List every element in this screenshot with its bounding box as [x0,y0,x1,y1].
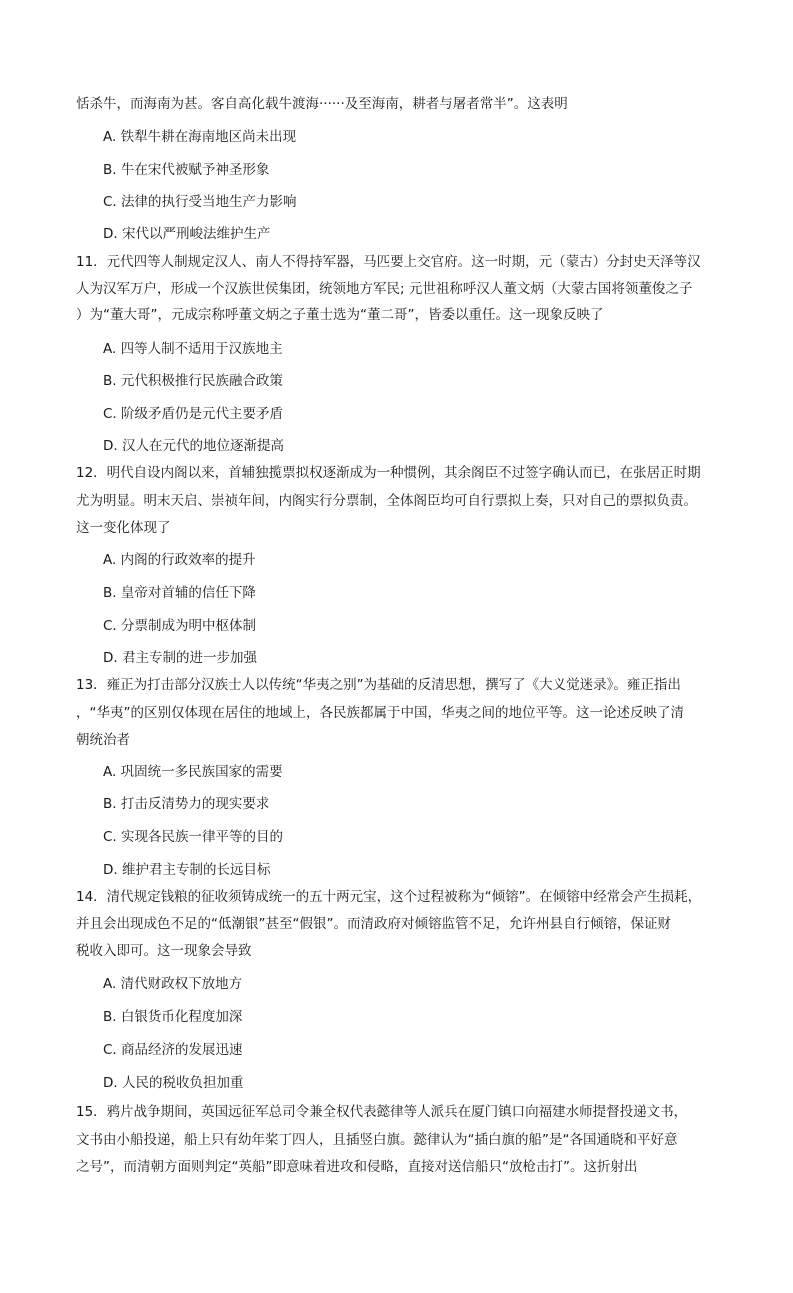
question-14-text-line: 税收入即可。这一现象会导致 [76,943,252,959]
question-12-text-line: 12．明代自设内阁以来，首辅独揽票拟权逐渐成为一种惯例，其余阁臣不过签字确认而已，在张居正时期 [76,465,701,481]
question-14-text-line: 并且会出现成色不足的“低潮银”甚至“假银”。而清政府对倾镕监管不足，允许州县自行倾镕，保证财 [76,916,671,932]
question-13-text-line: 13．雍正为打击部分汉族士人以传统“华夷之别”为基础的反清思想，撰写了《大义觉迷录》。雍正指出 [76,677,681,693]
option-13-d: D. 维护君主专制的长远目标 [103,862,271,878]
question-13-text-line: 朝统治者 [76,732,130,748]
option-13-b: B. 打击反清势力的现实要求 [103,796,270,812]
question-11-text-line: 11．元代四等人制规定汉人、南人不得持军器，马匹要上交官府。这一时期，元（蒙古）分封史天泽等汉 [76,254,701,270]
option-10-c: C. 法律的执行受当地生产力影响 [103,194,297,210]
option-12-b: B. 皇帝对首辅的信任下降 [103,585,256,601]
option-12-a: A. 内阁的行政效率的提升 [103,552,256,568]
question-12-text-line: 这一变化体现了 [76,520,171,536]
option-12-c: C. 分票制成为明中枢体制 [103,618,257,634]
option-14-b: B. 白银货币化程度加深 [103,1009,243,1025]
question-12-text-line: 尤为明显。明末天启、崇祯年间，内阁实行分票制，全体阁臣均可自行票拟上奏，只对自己的票拟负责。 [76,493,697,509]
option-14-d: D. 人民的税收负担加重 [103,1075,244,1091]
option-11-c: C. 阶级矛盾仍是元代主要矛盾 [103,406,284,422]
question-10-text-line: 恬杀牛，而海南为甚。客自高化载牛渡海······及至海南，耕者与屠者常半”。这表明 [76,96,568,112]
option-11-d: D. 汉人在元代的地位逐渐提高 [103,438,284,454]
option-11-b: B. 元代积极推行民族融合政策 [103,373,283,389]
question-15-text-line: 15．鸦片战争期间，英国远征军总司令兼全权代表懿律等人派兵在厦门镇口向福建水师提督投递文书， [76,1104,688,1120]
question-14-text-line: 14．清代规定钱粮的征收须铸成统一的五十两元宝，这个过程被称为“倾镕”。在倾镕中经常会产生损耗， [76,889,702,905]
option-11-a: A. 四等人制不适用于汉族地主 [103,341,283,357]
question-15-text-line: 文书由小船投递，船上只有幼年桨丁四人，且插竖白旗。懿律认为“插白旗的船”是“各国通晓和平好意 [76,1132,678,1148]
question-15-text-line: 之号”，而清朝方面则判定“英船”即意味着进攻和侵略，直接对送信船只“放枪击打”。这折射出 [76,1159,638,1175]
question-11-text-line: 人为汉军万户，形成一个汉族世侯集团，统领地方军民; 元世祖称呼汉人董文炳（大蒙古国将领董俊之子 [76,281,693,297]
option-13-c: C. 实现各民族一律平等的目的 [103,829,284,845]
option-13-a: A. 巩固统一多民族国家的需要 [103,764,283,780]
question-11-text-line: ）为“董大哥”，元成宗称呼董文炳之子董士选为“董二哥”，皆委以重任。这一现象反映了 [76,307,604,323]
option-12-d: D. 君主专制的进一步加强 [103,650,257,666]
option-10-b: B. 牛在宋代被赋予神圣形象 [103,162,270,178]
option-10-d: D. 宋代以严刑峻法维护生产 [103,226,271,242]
question-13-text-line: ，“华夷”的区别仅体现在居住的地域上，各民族都属于中国，华夷之间的地位平等。这一论述反映了清 [76,705,684,721]
option-10-a: A. 铁犁牛耕在海南地区尚未出现 [103,129,297,145]
option-14-a: A. 清代财政权下放地方 [103,976,243,992]
option-14-c: C. 商品经济的发展迅速 [103,1042,243,1058]
